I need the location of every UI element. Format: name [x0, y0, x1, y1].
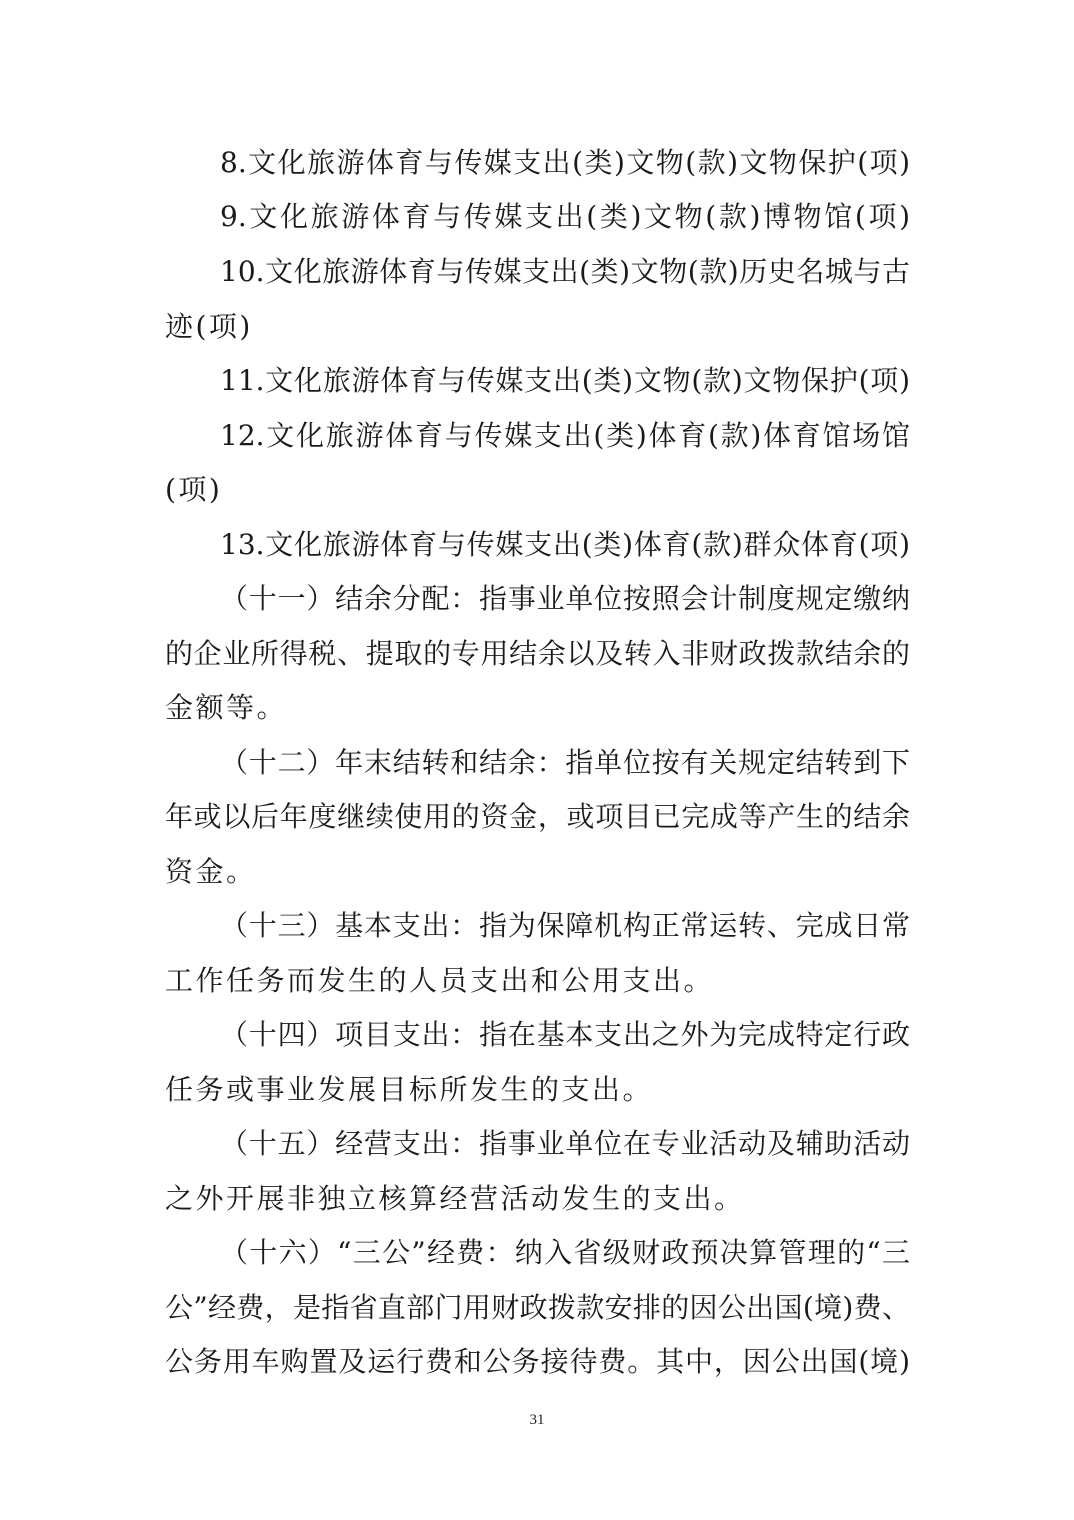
paragraph-15-line-1: （十五）经营支出：指事业单位在专业活动及辅助活动	[220, 1127, 910, 1160]
paragraph-16-line-2: 公”经费，是指省直部门用财政拨款安排的因公出国(境)费、	[165, 1291, 910, 1324]
paragraph-13-line-1: （十三）基本支出：指为保障机构正常运转、完成日常	[220, 909, 910, 942]
list-item-10-continued: 迹(项)	[165, 310, 253, 343]
paragraph-11-line-1: （十一）结余分配：指事业单位按照会计制度规定缴纳	[220, 582, 910, 615]
list-item-13: 13.文化旅游体育与传媒支出(类)体育(款)群众体育(项)	[220, 528, 910, 561]
paragraph-11-line-3: 金额等。	[165, 691, 288, 724]
paragraph-16-line-3: 公务用车购置及运行费和公务接待费。其中，因公出国(境)	[165, 1345, 910, 1378]
list-item-11: 11.文化旅游体育与传媒支出(类)文物(款)文物保护(项)	[220, 364, 910, 397]
paragraph-13-line-2: 工作任务而发生的人员支出和公用支出。	[165, 964, 715, 997]
paragraph-15-line-2: 之外开展非独立核算经营活动发生的支出。	[165, 1182, 745, 1215]
list-item-10: 10.文化旅游体育与传媒支出(类)文物(款)历史名城与古	[220, 255, 910, 288]
paragraph-12-line-2: 年或以后年度继续使用的资金，或项目已完成等产生的结余	[165, 800, 910, 833]
paragraph-12-line-3: 资金。	[165, 855, 257, 888]
list-item-8: 8.文化旅游体育与传媒支出(类)文物(款)文物保护(项)	[220, 146, 910, 179]
page-number: 31	[529, 1412, 545, 1428]
paragraph-11-line-2: 的企业所得税、提取的专用结余以及转入非财政拨款结余的	[165, 637, 910, 670]
list-item-12: 12.文化旅游体育与传媒支出(类)体育(款)体育馆场馆	[220, 419, 910, 452]
paragraph-12-line-1: （十二）年末结转和结余：指单位按有关规定结转到下	[220, 746, 910, 779]
paragraph-14-line-2: 任务或事业发展目标所发生的支出。	[165, 1073, 654, 1106]
paragraph-14-line-1: （十四）项目支出：指在基本支出之外为完成特定行政	[220, 1018, 910, 1051]
list-item-9: 9.文化旅游体育与传媒支出(类)文物(款)博物馆(项)	[220, 200, 910, 233]
paragraph-16-line-1: （十六）“三公”经费：纳入省级财政预决算管理的“三	[220, 1236, 910, 1269]
list-item-12-continued: (项)	[165, 473, 223, 506]
